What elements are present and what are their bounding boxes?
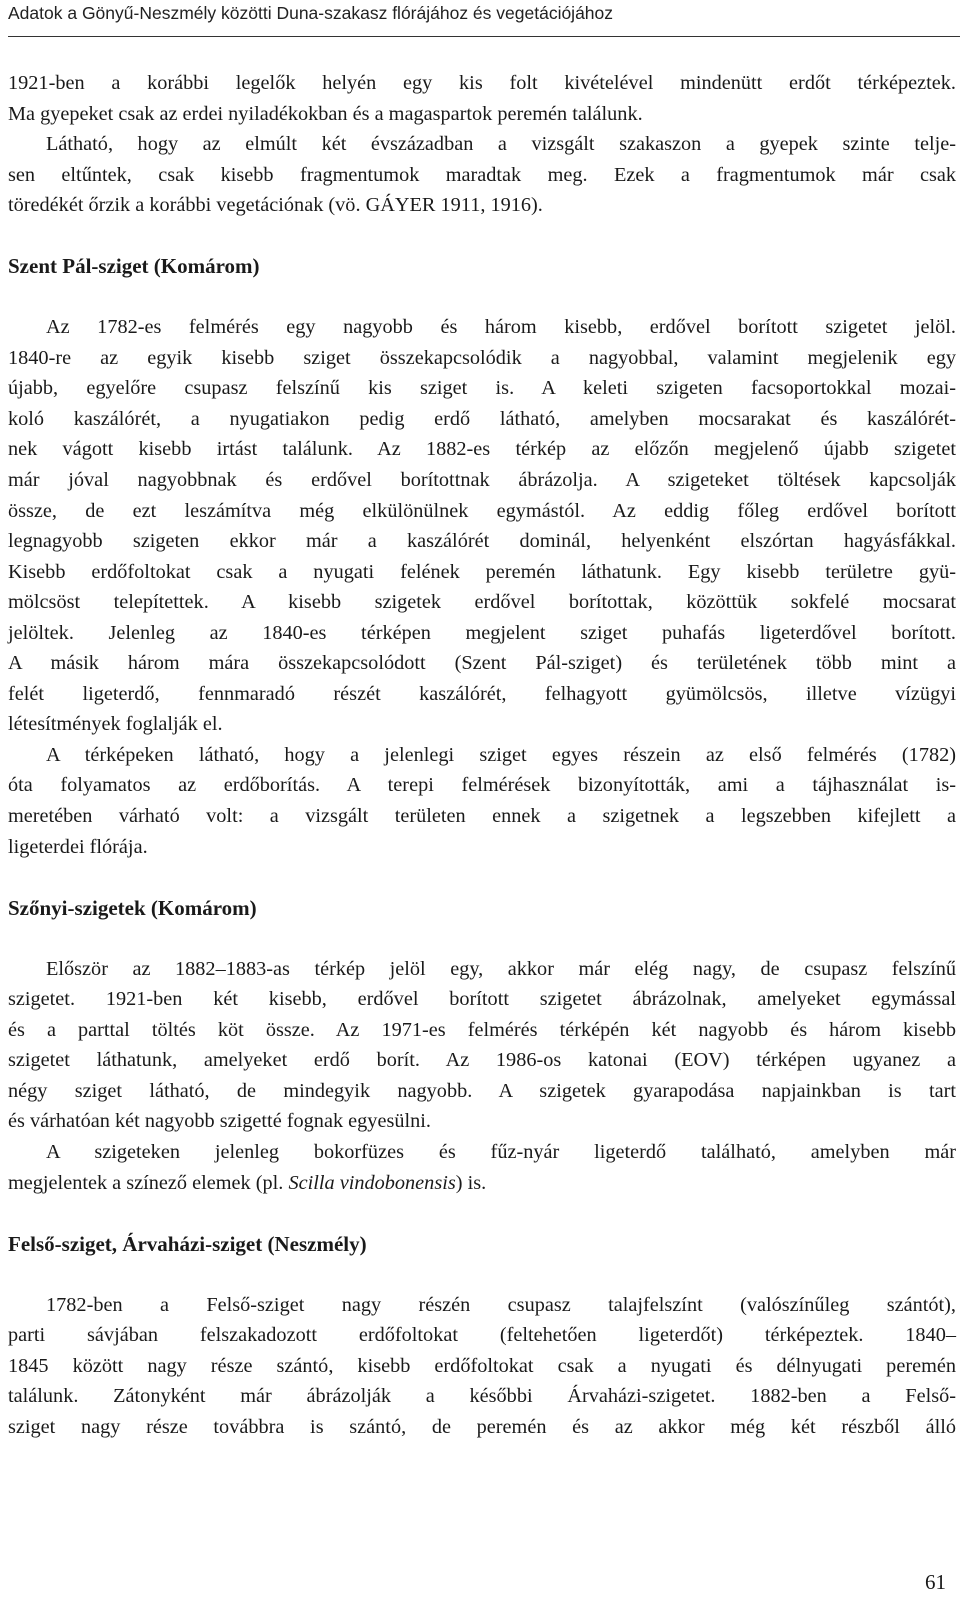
text-run: 1911, 1916). xyxy=(435,194,543,217)
text-line: 1782-ben a Felső-sziget nagy részén csupasz talajfelszínt (valószínűleg szántót), xyxy=(46,1293,956,1316)
author-citation: GÁYER xyxy=(365,194,436,217)
text-line: legnagyobb szigeten ekkor már a kaszálórét dominál, helyenként elszórtan hagyásfákkal. xyxy=(8,530,956,553)
text-line: nek vágott kisebb irtást találunk. Az 1882-es térkép az előzőn megjelenő újabb szigetet xyxy=(8,438,956,461)
text-line: találunk. Zátonyként már ábrázolják a későbbi Árvaházi-szigetet. 1882-ben a Felső- xyxy=(8,1385,956,1408)
text-line: és várhatóan két nagyobb szigetté fognak egyesülni. xyxy=(8,1110,431,1133)
intro-paragraph xyxy=(8,68,956,221)
text-line: szigetet. 1921-ben két kisebb, erdővel borított szigetet ábrázolnak, amelyeket egymással xyxy=(8,988,956,1011)
species-name: Scilla vindobonensis xyxy=(288,1171,456,1194)
text-line: össze, de ezt leszámítva még elkülönülnek egymástól. Az eddig főleg erdővel borított xyxy=(8,499,956,522)
szonyi-paragraph-2 xyxy=(8,1137,956,1198)
text-line: Kisebb erdőfoltokat csak a nyugati felének peremén láthatunk. Egy kisebb területre gyü- xyxy=(8,560,956,583)
text-run: ) is. xyxy=(455,1171,487,1194)
text-line: felét ligeterdő, fennmaradó részét kaszálórét, felhagyott gyümölcsös, illetve vízügyi xyxy=(8,682,956,705)
text-line: 1921-ben a korábbi legelők helyén egy kis folt kivételével mindenütt erdőt térképeztek. xyxy=(8,72,956,94)
header-rule xyxy=(8,36,960,37)
text-line: és a parttal töltés köt össze. Az 1971-es felmérés térképén két nagyobb és három kisebb xyxy=(8,1018,956,1041)
text-line: mölcsöst telepítettek. A kisebb szigetek erdővel borítottak, közöttük sokfelé mocsarat xyxy=(8,591,956,614)
page-body xyxy=(8,68,956,1442)
text-line: sen eltűntek, csak kisebb fragmentumok maradtak meg. Ezek a fragmentumok már csak xyxy=(8,163,956,186)
text-line: 1845 között nagy része szántó, kisebb erdőfoltokat csak a nyugati és délnyugati peremén xyxy=(8,1354,956,1377)
text-line: négy sziget látható, de mindegyik nagyobb. A szigetek gyarapodása napjainkban is tart xyxy=(8,1079,956,1102)
text-run: megjelentek a színező elemek (pl. xyxy=(8,1171,289,1194)
text-line: óta folyamatos az erdőborítás. A terepi felmérések bizonyították, ami a tájhasználat is- xyxy=(8,774,956,797)
text-run: töredékét őrzik a korábbi vegetációnak (vö. xyxy=(8,194,366,217)
text-line: jelöltek. Jelenleg az 1840-es térképen megjelent sziget puhafás ligeterdővel borított. xyxy=(8,621,956,644)
szonyi-paragraph-1 xyxy=(8,954,956,1137)
text-line: Először az 1882–1883-as térkép jelöl egy, akkor már elég nagy, de csupasz felszínű xyxy=(46,957,956,980)
text-line: meretében várható volt: a vizsgált területen ennek a szigetnek a legszebben kifejlett a xyxy=(8,805,956,828)
text-line: parti sávjában felszakadozott erdőfoltokat (feltehetően ligeterdőt) térképeztek. 1840– xyxy=(8,1324,956,1347)
section-heading-felso: Felső-sziget, Árvaházi-sziget (Neszmély) xyxy=(8,1231,367,1256)
text-line: létesítmények foglalják el. xyxy=(8,713,223,736)
text-line: koló kaszálórét, a nyugatiakon pedig erdő látható, amelyben mocsarakat és kaszálórét- xyxy=(8,407,956,430)
text-line: sziget nagy része továbbra is szántó, de peremén és az akkor még két részből álló xyxy=(8,1415,956,1438)
text-line: A szigeteken jelenleg bokorfüzes és fűz-nyár ligeterdő található, amelyben már xyxy=(46,1140,956,1163)
szent-pal-paragraph-1 xyxy=(8,312,956,740)
section-heading-szonyi: Szőnyi-szigetek (Komárom) xyxy=(8,895,257,920)
text-line: ligeterdei flórája. xyxy=(8,835,148,858)
text-line xyxy=(8,190,956,221)
text-line: szigetet láthatunk, amelyeket erdő borít. Az 1986-os katonai (EOV) térképen ugyanez a xyxy=(8,1049,956,1072)
text-line: 1840-re az egyik kisebb sziget összekapcsolódik a nagyobbal, valamint megjelenik egy xyxy=(8,346,956,369)
text-line: A térképeken látható, hogy a jelenlegi sziget egyes részein az első felmérés (1782) xyxy=(46,743,956,766)
text-line: Ma gyepeket csak az erdei nyiladékokban és a magaspartok peremén találunk. xyxy=(8,102,643,125)
felso-paragraph-1 xyxy=(8,1290,956,1443)
text-line: újabb, egyelőre csupasz felszínű kis sziget is. A keleti szigeten facsoportokkal mozai- xyxy=(8,377,956,400)
page-number: 61 xyxy=(925,1570,946,1594)
text-line: A másik három mára összekapcsolódott (Szent Pál-sziget) és területének több mint a xyxy=(8,652,956,675)
szent-pal-paragraph-2 xyxy=(8,740,956,862)
running-head: Adatok a Gönyű-Neszmély közötti Duna-szakasz flórájához és vegetációjához xyxy=(8,3,614,23)
text-line: már jóval nagyobbnak és erdővel borítottnak ábrázolja. A szigeteket töltések kapcsolják xyxy=(8,469,956,492)
text-line: Látható, hogy az elmúlt két évszázadban a vizsgált szakaszon a gyepek szinte telje- xyxy=(46,133,956,156)
text-line: Az 1782-es felmérés egy nagyobb és három kisebb, erdővel borított szigetet jelöl. xyxy=(46,316,956,339)
section-heading-szent-pal: Szent Pál-sziget (Komárom) xyxy=(8,254,260,279)
text-line xyxy=(8,1168,956,1199)
